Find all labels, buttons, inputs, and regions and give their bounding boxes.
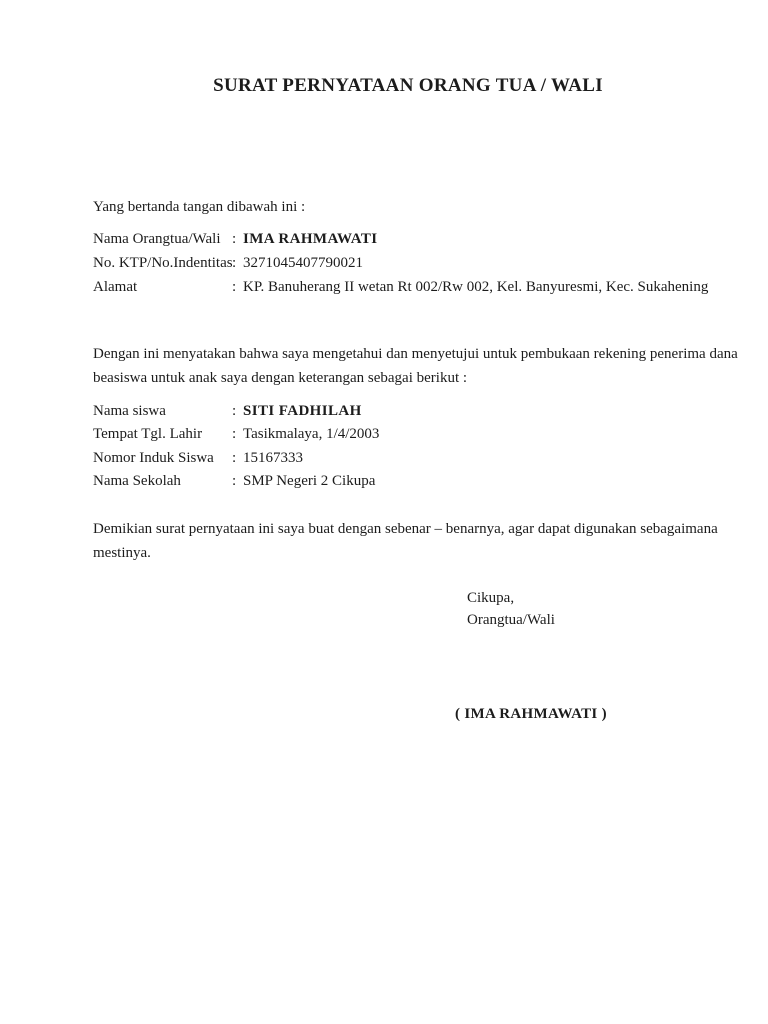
field-separator: : [232, 279, 237, 295]
closing-line: Demikian surat pernyataan ini saya buat dengan sebenar – benarnya, agar dapat digunakan sebagaimana [93, 521, 718, 537]
student-fields [93, 400, 723, 494]
signature-block [455, 587, 715, 722]
document-title: SURAT PERNYATAAN ORANG TUA / WALI [213, 75, 603, 96]
field-label: Alamat [93, 279, 138, 295]
statement-paragraph [93, 342, 738, 390]
statement-line: beasiswa untuk anak saya dengan keterangan sebagai berikut : [93, 370, 468, 386]
field-row-alamat [93, 275, 723, 299]
closing-paragraph [93, 517, 718, 565]
field-label: Nama siswa [93, 403, 166, 419]
field-value: KP. Banuherang II wetan Rt 002/Rw 002, Kel. Banyuresmi, Kec. Sukahening [243, 279, 709, 295]
field-value: IMA RAHMAWATI [243, 231, 378, 247]
field-separator: : [232, 473, 237, 490]
field-label: Nomor Induk Siswa [93, 449, 214, 466]
field-row-tempat-tgl-lahir [93, 423, 723, 446]
field-separator: : [232, 426, 237, 443]
field-value: Tasikmalaya, 1/4/2003 [243, 426, 380, 443]
field-label: No. KTP/No.Indentitas [93, 255, 233, 271]
field-value: SITI FADHILAH [243, 403, 362, 419]
field-row-nama-orangtua [93, 227, 723, 251]
field-row-nama-siswa [93, 400, 723, 423]
field-value: 3271045407790021 [243, 255, 363, 271]
parent-fields [93, 227, 723, 299]
field-value: SMP Negeri 2 Cikupa [243, 473, 376, 490]
intro-line: Yang bertanda tangan dibawah ini : [93, 199, 306, 215]
field-separator: : [232, 449, 237, 466]
field-row-no-ktp [93, 251, 723, 275]
field-label: Nama Sekolah [93, 473, 181, 490]
signature-role: Orangtua/Wali [467, 612, 555, 628]
field-row-nomor-induk-siswa [93, 447, 723, 470]
field-value: 15167333 [243, 449, 303, 466]
field-label: Nama Orangtua/Wali [93, 231, 221, 247]
field-separator: : [232, 255, 237, 271]
statement-line: Dengan ini menyatakan bahwa saya mengetahui dan menyetujui untuk pembukaan rekening penerima dana [93, 346, 738, 362]
signature-name: ( IMA RAHMAWATI ) [455, 706, 607, 722]
signature-place: Cikupa, [467, 590, 515, 606]
field-label: Tempat Tgl. Lahir [93, 426, 203, 443]
field-separator: : [232, 231, 237, 247]
closing-line: mestinya. [93, 545, 151, 561]
field-separator: : [232, 403, 237, 419]
field-row-nama-sekolah [93, 470, 723, 493]
